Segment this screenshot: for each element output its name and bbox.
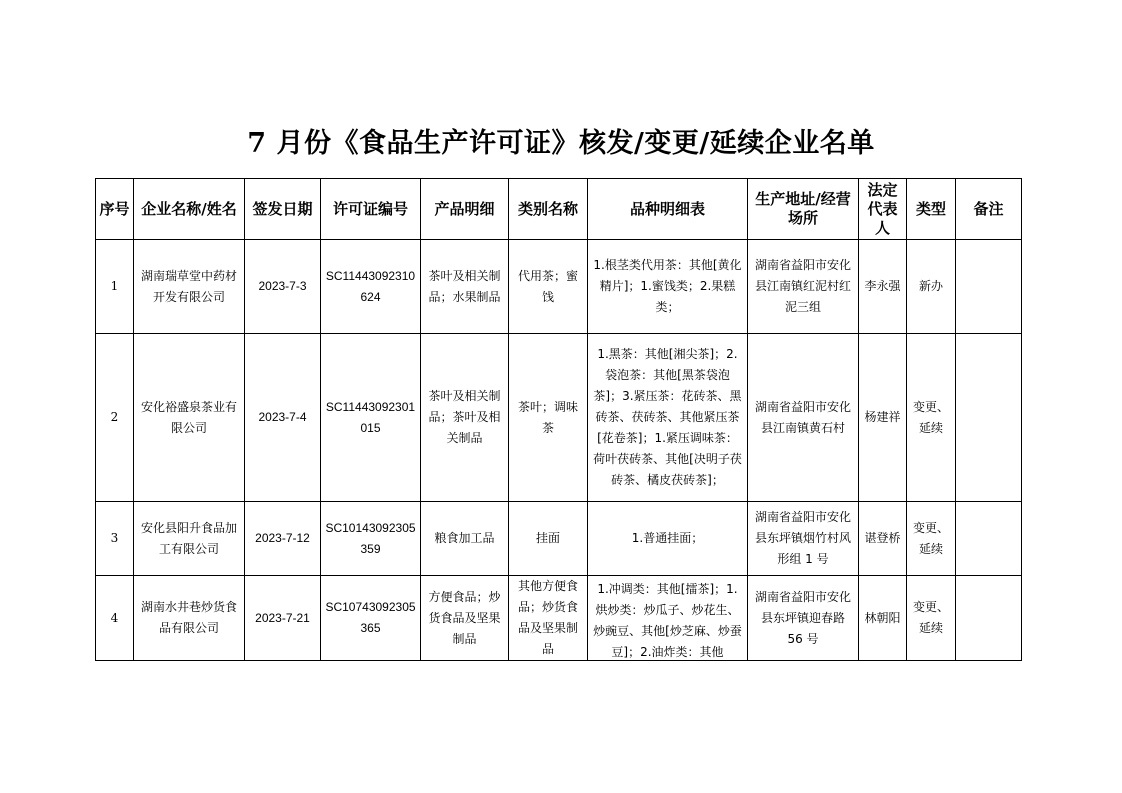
cell-address: 湖南省益阳市安化县江南镇红泥村红泥三组 bbox=[748, 240, 859, 334]
cell-type: 变更、延续 bbox=[907, 576, 956, 661]
cell-legal-rep: 杨建祥 bbox=[859, 334, 907, 502]
cell-address: 湖南省益阳市安化县东坪镇烟竹村风形组 1 号 bbox=[748, 502, 859, 576]
cell-type: 新办 bbox=[907, 240, 956, 334]
cell-category: 挂面 bbox=[509, 502, 588, 576]
cell-license-no: SC10743092305365 bbox=[321, 576, 421, 661]
cell-seq: 3 bbox=[96, 502, 134, 576]
cell-seq: 4 bbox=[96, 576, 134, 661]
cell-legal-rep: 李永强 bbox=[859, 240, 907, 334]
cell-remarks bbox=[956, 240, 1022, 334]
cell-company: 安化县阳升食品加工有限公司 bbox=[134, 502, 245, 576]
cell-address: 湖南省益阳市安化县东坪镇迎春路 56 号 bbox=[748, 576, 859, 661]
header-varieties: 品种明细表 bbox=[588, 179, 748, 240]
cell-product: 粮食加工品 bbox=[421, 502, 509, 576]
cell-product: 茶叶及相关制品；水果制品 bbox=[421, 240, 509, 334]
cell-remarks bbox=[956, 334, 1022, 502]
cell-company: 湖南水井巷炒货食品有限公司 bbox=[134, 576, 245, 661]
cell-varieties: 1.根茎类代用茶：其他[黄化精片]；1.蜜饯类；2.果糕类； bbox=[588, 240, 748, 334]
cell-issue-date: 2023-7-21 bbox=[245, 576, 321, 661]
header-category: 类别名称 bbox=[509, 179, 588, 240]
cell-type: 变更、延续 bbox=[907, 334, 956, 502]
table-row bbox=[96, 576, 1022, 661]
header-issue-date: 签发日期 bbox=[245, 179, 321, 240]
document-title: 7 月份《食品生产许可证》核发/变更/延续企业名单 bbox=[247, 128, 875, 159]
cell-product: 方便食品；炒货食品及坚果制品 bbox=[421, 576, 509, 661]
cell-license-no: SC10143092305359 bbox=[321, 502, 421, 576]
cell-varieties-value: 1.冲调类：其他[擂茶]；1.烘炒类：炒瓜子、炒花生、炒豌豆、其他[炒芝麻、炒蚕豆]；2.油炸类：其他 bbox=[593, 582, 742, 659]
license-roster-table bbox=[95, 178, 1022, 661]
header-license-no: 许可证编号 bbox=[321, 179, 421, 240]
cell-seq: 2 bbox=[96, 334, 134, 502]
cell-varieties: 1.黑茶：其他[湘尖茶]；2.袋泡茶：其他[黑茶袋泡茶]；3.紧压茶：花砖茶、黑砖茶、茯砖茶、其他紧压茶[花卷茶]；1.紧压调味茶：荷叶茯砖茶、其他[决明子茯砖茶、橘皮茯砖茶]； bbox=[588, 334, 748, 502]
cell-issue-date: 2023-7-4 bbox=[245, 334, 321, 502]
cell-company: 湖南瑞草堂中药材开发有限公司 bbox=[134, 240, 245, 334]
cell-license-no: SC11443092310624 bbox=[321, 240, 421, 334]
table-row bbox=[96, 240, 1022, 334]
cell-address: 湖南省益阳市安化县江南镇黄石村 bbox=[748, 334, 859, 502]
header-product: 产品明细 bbox=[421, 179, 509, 240]
cell-legal-rep: 林朝阳 bbox=[859, 576, 907, 661]
cell-issue-date: 2023-7-12 bbox=[245, 502, 321, 576]
cell-category: 其他方便食品；炒货食品及坚果制品 bbox=[509, 576, 588, 661]
header-type: 类型 bbox=[907, 179, 956, 240]
table-header-row bbox=[96, 179, 1022, 240]
cell-category: 代用茶；蜜饯 bbox=[509, 240, 588, 334]
cell-type: 变更、延续 bbox=[907, 502, 956, 576]
cell-varieties-text bbox=[592, 577, 743, 659]
cell-issue-date: 2023-7-3 bbox=[245, 240, 321, 334]
cell-product: 茶叶及相关制品；茶叶及相关制品 bbox=[421, 334, 509, 502]
cell-license-no: SC11443092301015 bbox=[321, 334, 421, 502]
cell-varieties: 1.普通挂面； bbox=[588, 502, 748, 576]
cell-varieties bbox=[588, 576, 748, 661]
table-row bbox=[96, 502, 1022, 576]
header-legal-rep: 法定代表人 bbox=[859, 179, 907, 240]
cell-legal-rep: 谌登桥 bbox=[859, 502, 907, 576]
cell-category: 茶叶；调味茶 bbox=[509, 334, 588, 502]
cell-seq: 1 bbox=[96, 240, 134, 334]
header-seq: 序号 bbox=[96, 179, 134, 240]
cell-company: 安化裕盛泉茶业有限公司 bbox=[134, 334, 245, 502]
header-address: 生产地址/经营场所 bbox=[748, 179, 859, 240]
cell-remarks bbox=[956, 576, 1022, 661]
header-remarks: 备注 bbox=[956, 179, 1022, 240]
header-company: 企业名称/姓名 bbox=[134, 179, 245, 240]
table-row bbox=[96, 334, 1022, 502]
cell-remarks bbox=[956, 502, 1022, 576]
